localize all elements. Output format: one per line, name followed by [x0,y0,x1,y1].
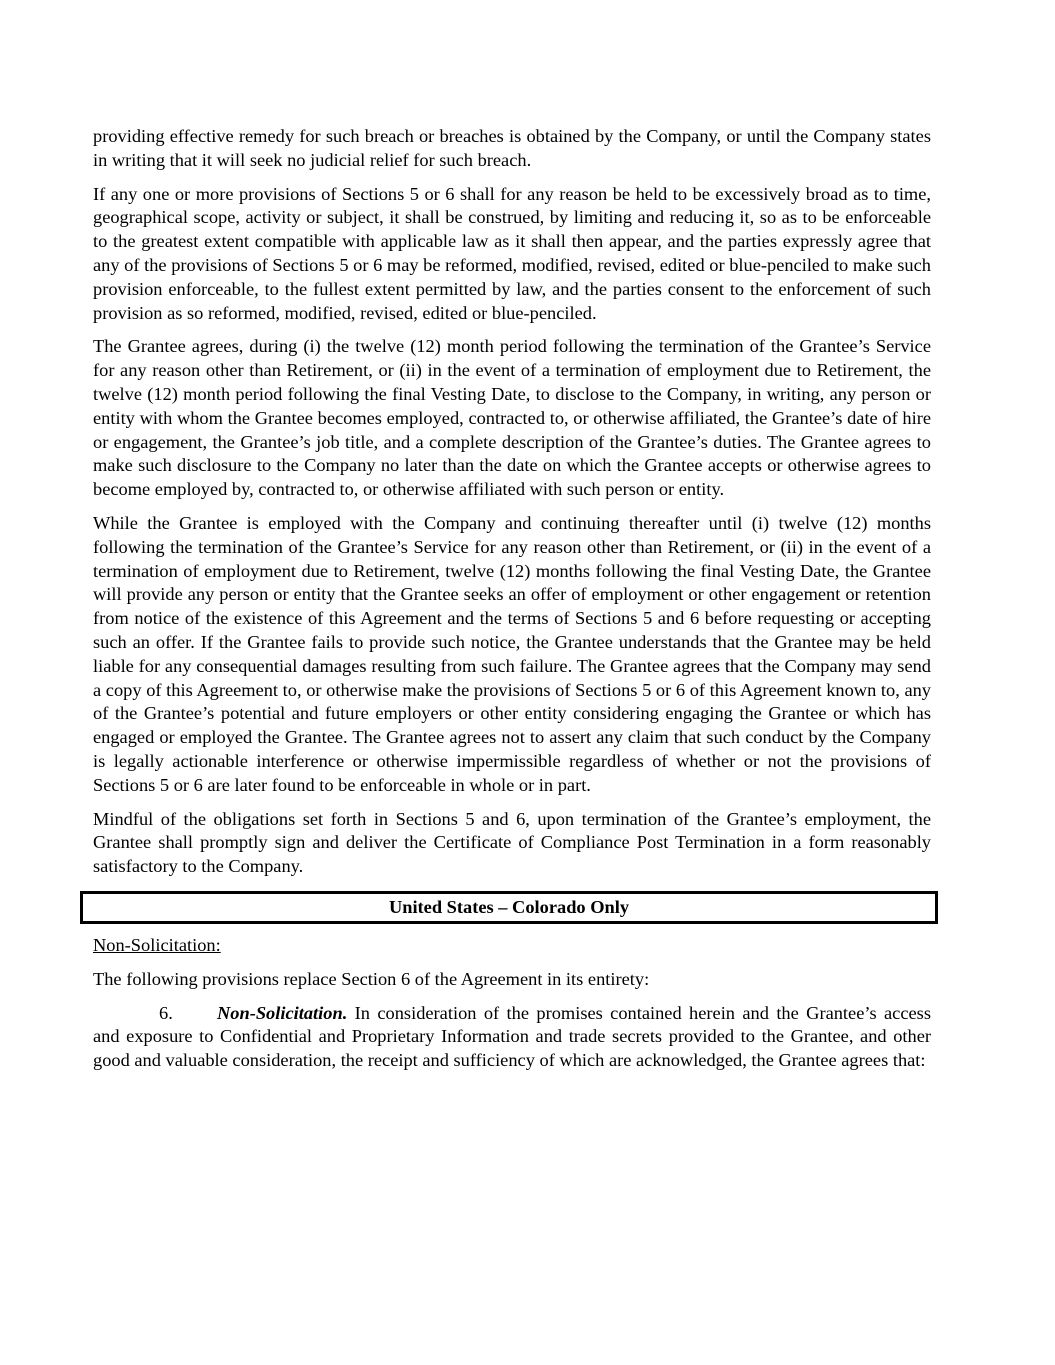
paragraph-notice: While the Grantee is employed with the Company and continuing thereafter until (i) twelve (12) months following the termination of the Grantee’s Service for any reason other than Retirement, or (ii) in the event of a termination of employment due to Retirement, twelve (12) months following the final Vesting Date, the Grantee will provide any person or entity that the Grantee seeks an offer of employment or other engagement or retention from notice of the existence of this Agreement and the terms of Sections 5 and 6 before requesting or accepting such an offer. If the Grantee fails to provide such notice, the Grantee understands that the Grantee may be held liable for any consequential damages resulting from such failure. The Grantee agrees that the Company may send a copy of this Agreement to, or otherwise make the provisions of Sections 5 or 6 of this Agreement known to, any of the Grantee’s potential and future employers or other entity considering engaging the Grantee or which has engaged or employed the Grantee. The Grantee agrees not to assert any claim that such conduct by the Company is legally actionable interference or otherwise impermissible regardless of whether or not the provisions of Sections 5 or 6 are later found to be enforceable in whole or in part. [93,512,931,795]
replacement-intro: The following provisions replace Section 6 of the Agreement in its entirety: [93,968,650,989]
jurisdiction-banner: United States – Colorado Only [80,891,938,924]
paragraph-compliance: Mindful of the obligations set forth in Sections 5 and 6, upon termination of the Grantee’s employment, the Grantee shall promptly sign and deliver the Certificate of Compliance Post Termination in a form reasonably satisfactory to the Company. [93,808,931,877]
section-subheading: Non-Solicitation: [93,934,221,955]
paragraph-severability: If any one or more provisions of Sections 5 or 6 shall for any reason be held to be excessively broad as to time, geographical scope, activity or subject, it shall be construed, by limiting and reducing it, so as to be enforceable to the greatest extent compatible with applicable law as it shall then appear, and the parties expressly agree that any of the provisions of Sections 5 or 6 may be reformed, modified, revised, edited or blue-penciled to make such provision enforceable, to the fullest extent permitted by law, and the parties consent to the enforcement of such provision as so reformed, modified, revised, edited or blue-penciled. [93,183,931,323]
paragraph-remedy: providing effective remedy for such breach or breaches is obtained by the Company, or until the Company states in writing that it will seek no judicial relief for such breach. [93,126,931,170]
section-title: Non-Solicitation. [217,1002,348,1023]
document-page [93,125,931,1073]
section-text: In consideration of the promises contained herein and the Grantee’s access and exposure to Confidential and Proprietary Information and trade secrets provided to the Grantee, and other good and valuable consideration, the receipt and sufficiency of which are acknowledged, the Grantee agrees that: [93,1002,931,1071]
section-number: 6. [159,1002,173,1023]
paragraph-disclosure: The Grantee agrees, during (i) the twelve (12) month period following the termination of the Grantee’s Service for any reason other than Retirement, or (ii) in the event of a termination of employment due to Retirement, the twelve (12) month period following the final Vesting Date, to disclose to the Company, in writing, any person or entity with whom the Grantee becomes employed, contracted to, or otherwise affiliated, the Grantee’s date of hire or engagement, the Grantee’s job title, and a complete description of the Grantee’s duties. The Grantee agrees to make such disclosure to the Company no later than the date on which the Grantee accepts or otherwise agrees to become employed by, contracted to, or otherwise affiliated with such person or entity. [93,336,931,500]
section-6-paragraph [93,1002,931,1073]
